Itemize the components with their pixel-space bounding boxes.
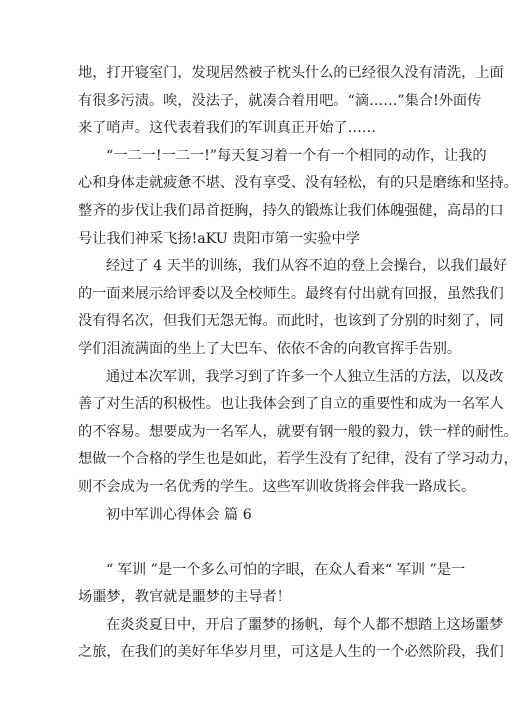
text-line: “ 军训 ”是一个多么可怕的字眼，在众人看来“ 军训 ”是一 — [106, 561, 466, 578]
text-line: “一二一!一二一!”每天复习着一个有一个相同的动作，让我的 — [106, 147, 487, 164]
text-line: 地，打开寝室门，发现居然被子枕头什么的已经很久没有清洗，上面 — [78, 65, 504, 81]
text-line: 学们泪流满面的坐上了大巴车、依依不舍的向教官挥手告别。 — [78, 340, 462, 357]
text-line — [78, 529, 430, 557]
text-line: 善了对生活的积极性。也让我体会到了自立的重要性和成为一名军人 — [78, 396, 504, 413]
text-line: 经过了 4 天半的训练，我们从容不迫的登上会操台，以我们最好 — [106, 258, 508, 275]
text-line: 初中军训心得体会 篇 6 — [106, 506, 252, 523]
text-line: 通过本次军训，我学习到了许多一个人独立生活的方法，以及改 — [106, 368, 504, 385]
text-line: 之旅，在我们的美好年华岁月里，可这是人生的一个必然阶段，我们 — [78, 644, 504, 661]
text-line: 则不会成为一名优秀的学生。这些军训收货将会伴我一路成长。 — [78, 478, 476, 495]
text-line: 想做一个合格的学生也是如此，若学生没有了纪律，没有了学习动力， — [78, 451, 518, 468]
text-line: 的一面来展示给评委以及全校师生。最终有付出就有回报，虽然我们 — [78, 285, 504, 302]
text-line: 的不容易。想要成为一名军人，就要有钢一般的毅力，铁一样的耐性。 — [78, 423, 518, 440]
text-line: 有很多污渍。唉，没法子，就凑合着用吧。“滴……”集合!外面传 — [78, 92, 482, 109]
text-line: 场噩梦，教官就是噩梦的主导者！ — [78, 589, 291, 606]
text-line: 来了哨声。这代表着我们的军训真正开始了…… — [78, 120, 376, 137]
text-line: 整齐的步伐让我们昂首挺胸，持久的锻炼让我们体魄强健，高昂的口 — [78, 202, 504, 219]
text-line: 号让我们神采飞扬!aKU 贵阳市第一实验中学 — [78, 230, 360, 247]
document-body — [78, 60, 518, 667]
text-line: 没有得名次，但我们无怨无悔。而此时，也该到了分别的时刻了，同 — [78, 313, 504, 330]
text-line: 心和身体走就疲惫不堪、没有享受、没有轻松，有的只是磨练和坚持。 — [78, 175, 518, 192]
text-line: 在炎炎夏日中，开启了噩梦的扬帆，每个人都不想踏上这场噩梦 — [106, 616, 504, 633]
